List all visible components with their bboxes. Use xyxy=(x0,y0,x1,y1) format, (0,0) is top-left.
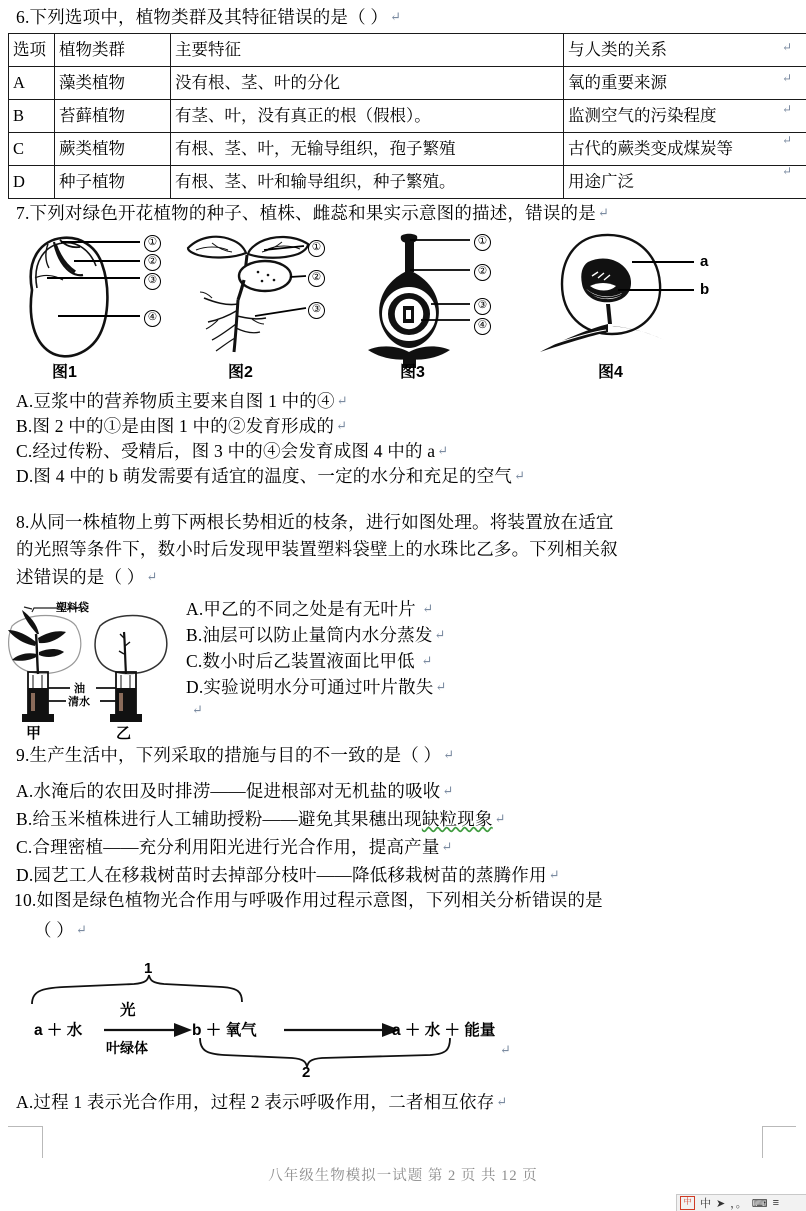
cell-option-c: C xyxy=(9,133,55,166)
option-text: A.水淹后的农田及时排涝——促进根部对无机盐的吸收 xyxy=(16,781,441,801)
option-text: D.实验说明水分可通过叶片散失 xyxy=(186,677,434,697)
question-9-option-b xyxy=(16,806,506,832)
paragraph-mark: ↵ xyxy=(434,679,447,694)
figure-2-caption: 图2 xyxy=(228,359,253,382)
paragraph-mark: ↵ xyxy=(388,9,401,24)
table-row xyxy=(9,133,806,166)
paragraph-mark: ↵ xyxy=(335,393,348,408)
equation-over-arrow: 光 xyxy=(120,998,136,1020)
stem-text: 8.从同一株植物上剪下两根长势相近的枝条，进行如图处理。将装置放在适宜 xyxy=(16,512,614,532)
comma-period-icon[interactable]: ，。 xyxy=(730,1195,747,1211)
question-8-option-b xyxy=(186,622,446,648)
figure-2-label-3: ③ xyxy=(308,300,325,319)
figure-4-fruit xyxy=(534,228,734,386)
table-header-feature: 主要特征 xyxy=(171,34,564,67)
paragraph-mark: ↵ xyxy=(782,102,792,117)
paragraph-mark: ↵ xyxy=(440,839,453,854)
cell-feature-d: 有根、茎、叶和输导组织，种子繁殖。 xyxy=(171,166,564,199)
paragraph-mark: ↵ xyxy=(782,71,792,86)
figure-3-label-3: ③ xyxy=(474,296,491,315)
cell-group-c: 蕨类植物 xyxy=(55,133,171,166)
figure-3-label-4: ④ xyxy=(474,316,491,335)
figure-1-label-2: ② xyxy=(144,252,161,271)
question-8-option-a xyxy=(186,596,433,622)
question-8-stem-line-2 xyxy=(16,537,618,562)
figure-4-label-b: b xyxy=(700,281,709,298)
stem-text: 述错误的是（ ） xyxy=(16,567,144,587)
question-10-stem-line-1 xyxy=(14,888,603,913)
process-1-label: 1 xyxy=(144,960,152,977)
question-7-option-d xyxy=(16,463,525,489)
question-10-option-a xyxy=(16,1089,508,1115)
paragraph-mark: ↵ xyxy=(441,747,454,762)
question-10-stem-line-2 xyxy=(34,917,87,943)
figure-3-label-1: ① xyxy=(474,232,491,251)
ime-logo-icon[interactable]: 中 xyxy=(680,1196,695,1210)
equation-under-arrow: 叶绿体 xyxy=(106,1038,148,1058)
ime-mode-label[interactable]: 中 xyxy=(700,1195,711,1211)
figure-1-label-1: ① xyxy=(144,233,161,252)
menu-icon[interactable]: ≡ xyxy=(773,1197,779,1209)
figure-2-seedling xyxy=(182,228,347,386)
ime-toolbar[interactable] xyxy=(676,1194,806,1211)
keyboard-icon[interactable]: ⌨ xyxy=(752,1197,768,1210)
figure-4-caption: 图4 xyxy=(598,359,623,382)
question-9-option-d xyxy=(16,862,560,888)
option-text: C.数小时后乙装置液面比甲低 xyxy=(186,651,415,671)
stem-text: （ ） xyxy=(34,920,74,940)
option-text: B.给玉米植株进行人工辅助授粉——避免其果穗出现 xyxy=(16,809,422,829)
water-label: 清水 xyxy=(68,693,90,709)
paragraph-mark: ↵ xyxy=(441,783,454,798)
question-9-option-c xyxy=(16,834,453,860)
figure-1-seed xyxy=(14,228,189,386)
table-header-option: 选项 xyxy=(9,34,55,67)
cell-relation-c: 古代的蕨类变成煤炭等 xyxy=(564,133,806,166)
paragraph-mark: ↵ xyxy=(782,40,792,55)
figure-3-caption: 图3 xyxy=(400,359,425,382)
question-7-option-a xyxy=(16,388,348,414)
question-8-apparatus-diagram xyxy=(4,596,184,742)
option-text: C.经过传粉、受精后，图 3 中的④会发育成图 4 中的 a xyxy=(16,441,435,461)
cell-relation-d: 用途广泛 xyxy=(564,166,806,199)
paragraph-mark: ↵ xyxy=(144,569,157,584)
question-8-stem-line-3 xyxy=(16,564,158,590)
table-row xyxy=(9,166,806,199)
equation-middle-term: b ＋ 氧气 xyxy=(192,1018,257,1040)
cell-option-a: A xyxy=(9,67,55,100)
paragraph-mark: ↵ xyxy=(512,468,525,483)
paragraph-mark: ↵ xyxy=(420,601,433,616)
question-6-stem-text: 6.下列选项中，植物类群及其特征错误的是（ ） xyxy=(16,7,388,27)
paragraph-mark: ↵ xyxy=(74,922,87,937)
option-text: B.油层可以防止量筒内水分蒸发 xyxy=(186,625,433,645)
stem-text: 10.如图是绿色植物光合作用与呼吸作用过程示意图，下列相关分析错误的是 xyxy=(14,890,603,910)
table-header-row xyxy=(9,34,806,67)
paragraph-mark: ↵ xyxy=(334,418,347,433)
footer-text: 八年级生物模拟一试题 第 2 页 共 12 页 xyxy=(268,1168,538,1184)
crop-mark-bottom-left-h xyxy=(8,1126,42,1127)
paragraph-mark: ↵ xyxy=(782,164,792,179)
cell-option-d: D xyxy=(9,166,55,199)
table-header-relation: 与人类的关系 xyxy=(564,34,806,67)
paragraph-mark: ↵ xyxy=(433,627,446,642)
table-header-group: 植物类群 xyxy=(55,34,171,67)
table-row xyxy=(9,100,806,133)
paragraph-mark: ↵ xyxy=(596,205,609,220)
paragraph-mark: ↵ xyxy=(493,811,506,826)
cell-feature-a: 没有根、茎、叶的分化 xyxy=(171,67,564,100)
spellcheck-marked-text: 缺粒现象 xyxy=(422,809,493,829)
cell-group-a: 藻类植物 xyxy=(55,67,171,100)
question-8-option-c xyxy=(186,648,433,674)
equation-right-term: a ＋ 水 ＋ 能量 xyxy=(392,1018,495,1040)
paragraph-mark: ↵ xyxy=(419,653,432,668)
cell-feature-c: 有根、茎、叶，无输导组织，孢子繁殖 xyxy=(171,133,564,166)
figure-1-label-3: ③ xyxy=(144,271,161,290)
option-text: A.豆浆中的营养物质主要来自图 1 中的④ xyxy=(16,391,335,411)
paragraph-mark: ↵ xyxy=(547,867,560,882)
pistil-diagram-svg xyxy=(358,228,530,368)
option-text: B.图 2 中的①是由图 1 中的②发育形成的 xyxy=(16,416,334,436)
cell-group-d: 种子植物 xyxy=(55,166,171,199)
transpiration-apparatus-svg xyxy=(4,596,184,742)
equation-left-term: a ＋ 水 xyxy=(34,1018,82,1040)
crop-mark-bottom-left-v xyxy=(42,1126,43,1158)
paragraph-mark: ↵ xyxy=(190,702,203,718)
process-2-label: 2 xyxy=(302,1064,310,1081)
figure-2-label-2: ② xyxy=(308,268,325,287)
cell-option-b: B xyxy=(9,100,55,133)
figure-1-caption: 图1 xyxy=(52,359,77,382)
seed-diagram-svg xyxy=(14,228,189,368)
paragraph-mark: ↵ xyxy=(494,1094,507,1109)
page-footer xyxy=(0,1164,806,1185)
table-row xyxy=(9,67,806,100)
stem-text: 的光照等条件下，数小时后发现甲装置塑料袋壁上的水珠比乙多。下列相关叙 xyxy=(16,539,618,559)
apparatus-left-name: 甲 xyxy=(26,722,41,743)
question-10-equation-diagram xyxy=(16,968,556,1078)
question-8-stem-line-1 xyxy=(16,510,614,535)
crop-mark-bottom-right-v xyxy=(762,1126,763,1158)
figure-3-label-2: ② xyxy=(474,262,491,281)
figure-4-label-a: a xyxy=(700,253,708,270)
cursor-icon[interactable]: ➤ xyxy=(716,1197,725,1210)
stem-text: 9.生产生活中，下列采取的措施与目的不一致的是（ ） xyxy=(16,745,441,765)
question-6-stem xyxy=(16,4,401,30)
paragraph-mark: ↵ xyxy=(498,1042,511,1058)
option-text: C.合理密植——充分利用阳光进行光合作用，提高产量 xyxy=(16,837,440,857)
cell-relation-b: 监测空气的污染程度 xyxy=(564,100,806,133)
figure-1-label-4: ④ xyxy=(144,308,161,327)
fruit-diagram-svg xyxy=(534,228,734,368)
question-8-option-d xyxy=(186,674,447,700)
question-7-figure-row xyxy=(0,228,806,386)
question-9-option-a xyxy=(16,778,454,804)
option-text: A.甲乙的不同之处是有无叶片 xyxy=(186,599,416,619)
question-7-option-c xyxy=(16,438,448,464)
oil-label: 油 xyxy=(74,680,85,696)
paragraph-mark: ↵ xyxy=(435,443,448,458)
question-7-stem xyxy=(16,200,609,226)
plastic-bag-label: 塑料袋 xyxy=(56,599,89,615)
option-text: D.园艺工人在移栽树苗时去掉部分枝叶——降低移栽树苗的蒸腾作用 xyxy=(16,865,547,885)
option-text: A.过程 1 表示光合作用，过程 2 表示呼吸作用，二者相互依存 xyxy=(16,1092,494,1112)
paragraph-mark: ↵ xyxy=(782,133,792,148)
apparatus-right-name: 乙 xyxy=(116,722,131,743)
question-9-stem xyxy=(16,742,454,768)
cell-feature-b: 有茎、叶，没有真正的根（假根）。 xyxy=(171,100,564,133)
question-7-option-b xyxy=(16,413,347,439)
question-7-stem-text: 7.下列对绿色开花植物的种子、植株、雌蕊和果实示意图的描述，错误的是 xyxy=(16,203,596,223)
plant-groups-table xyxy=(8,33,806,199)
cell-group-b: 苔藓植物 xyxy=(55,100,171,133)
crop-mark-bottom-right-h xyxy=(762,1126,796,1127)
figure-2-label-1: ① xyxy=(308,238,325,257)
figure-3-pistil xyxy=(358,228,530,386)
cell-relation-a: 氧的重要来源 xyxy=(564,67,806,100)
option-text: D.图 4 中的 b 萌发需要有适宜的温度、一定的水分和充足的空气 xyxy=(16,466,512,486)
